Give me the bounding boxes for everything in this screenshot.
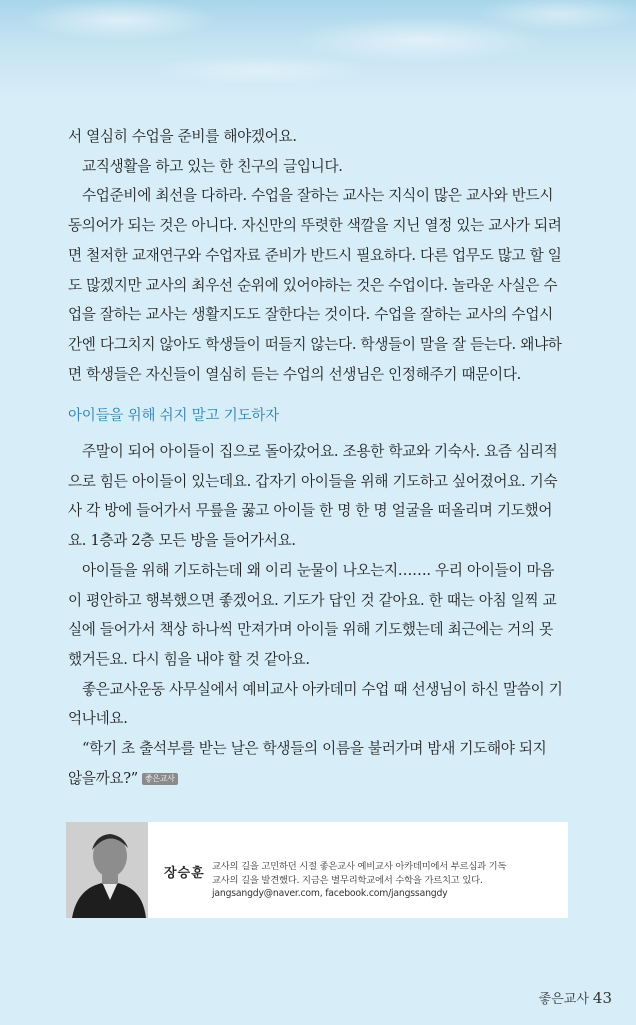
text-line-content: 실에 들어가서 책상 하나씩 만져가며 아이들 위해 기도했는데 최근에는 거의 못 (68, 621, 553, 639)
author-contact-line: jangsangdy@naver.com, facebook.com/jangssangdy (212, 888, 448, 899)
text-line-content: 간엔 다그치지 않아도 학생들이 떠들지 않는다. 학생들이 말을 잘 듣는다. 왜냐하 (68, 335, 562, 353)
text-line-content: 도 많겠지만 교사의 최우선 순위에 있어야하는 것은 수업이다. 놀라운 사실은 수 (68, 276, 558, 294)
text-line (68, 241, 568, 271)
page-number: 43 (592, 989, 612, 1007)
page-footer (539, 988, 612, 1007)
text-line (68, 271, 568, 301)
text-line-content: 면 철저한 교재연구와 수업자료 준비가 반드시 필요하다. 다른 업무도 많고 할 일 (68, 246, 562, 264)
body-text-top (68, 122, 568, 389)
text-line-content: 으로 힘든 아이들이 있는데요. 갑자기 아이들을 위해 기도하고 싶어졌어요. 기숙 (68, 472, 558, 490)
text-line (68, 556, 568, 586)
text-line (68, 437, 568, 467)
text-line (68, 675, 568, 705)
text-line (68, 526, 568, 556)
author-bio-line: 교사의 길을 발견했다. 지금은 별무리학교에서 수학을 가르치고 있다. (212, 874, 483, 886)
text-line (68, 467, 568, 497)
author-name: 장승훈 (164, 866, 205, 881)
text-line (68, 122, 568, 152)
text-line (68, 330, 568, 360)
text-line (68, 152, 568, 182)
text-line (68, 704, 568, 734)
magazine-name: 좋은교사 (538, 992, 589, 1007)
text-line-content: 좋은교사운동 사무실에서 예비교사 아카데미 수업 때 선생님이 하신 말씀이 기 (82, 680, 563, 698)
text-line (68, 211, 568, 241)
text-line (68, 764, 568, 794)
section-heading: 아이들을 위해 쉬지 말고 기도하자 (68, 408, 279, 424)
end-mark-badge: 좋은교사 (142, 773, 178, 785)
body-text-bottom (68, 437, 568, 793)
decorative-watercolor-header (0, 0, 636, 96)
text-line-content: 요. 1층과 2층 모든 방을 들어가서요. (68, 532, 296, 550)
author-bio-line: 교사의 길을 고민하던 시절 좋은교사 예비교사 아카데미에서 부르심과 기독 (212, 861, 507, 872)
text-line-content: 동의어가 되는 것은 아니다. 자신만의 뚜렷한 색깔을 지닌 열정 있는 교사가 되려 (68, 217, 562, 235)
text-line-content: 업을 잘하는 교사는 생활지도도 잘한다는 것이다. 수업을 잘하는 교사의 수업시 (68, 306, 553, 324)
text-line (68, 615, 568, 645)
text-line (68, 496, 568, 526)
text-line-content: 않을까요?” (68, 769, 138, 787)
text-line-content: 이 평안하고 행복했으면 좋겠어요. 기도가 답인 것 같아요. 한 때는 아침 일찍 교 (68, 591, 557, 609)
text-line-content: 아이들을 위해 기도하는데 왜 이리 눈물이 나오는지……. 우리 아이들이 마음 (82, 561, 555, 579)
text-line-content: 서 열심히 수업을 준비를 해야겠어요. (68, 128, 297, 145)
text-line-content: “학기 초 출석부를 받는 날은 학생들의 이름을 불러가며 밤새 기도해야 되지 (82, 740, 547, 758)
text-line-content: 수업준비에 최선을 다하라. 수업을 잘하는 교사는 지식이 많은 교사와 반드시 (82, 187, 554, 205)
text-line-content: 교직생활을 하고 있는 한 친구의 글입니다. (82, 157, 343, 175)
text-line-content: 주말이 되어 아이들이 집으로 돌아갔어요. 조용한 학교와 기숙사. 요즘 심리적 (82, 443, 558, 460)
text-line (68, 360, 568, 390)
text-line (68, 586, 568, 616)
author-profile-box (66, 822, 568, 918)
author-photo (66, 822, 148, 918)
text-line (68, 300, 568, 330)
text-line-content: 했거든요. 다시 힘을 내야 할 것 같아요. (68, 650, 310, 668)
text-line (68, 645, 568, 675)
text-line-content: 억나네요. (68, 710, 128, 728)
author-bio (212, 860, 562, 901)
text-line (68, 181, 568, 211)
text-line-content: 면 학생들은 자신들이 열심히 듣는 수업의 선생님은 인정해주기 때문이다. (68, 365, 521, 383)
text-line (68, 734, 568, 764)
text-line-content: 사 각 방에 들어가서 무릎을 꿇고 아이들 한 명 한 명 얼굴을 떠올리며 기도했어 (68, 502, 553, 520)
author-portrait-icon (66, 822, 148, 918)
